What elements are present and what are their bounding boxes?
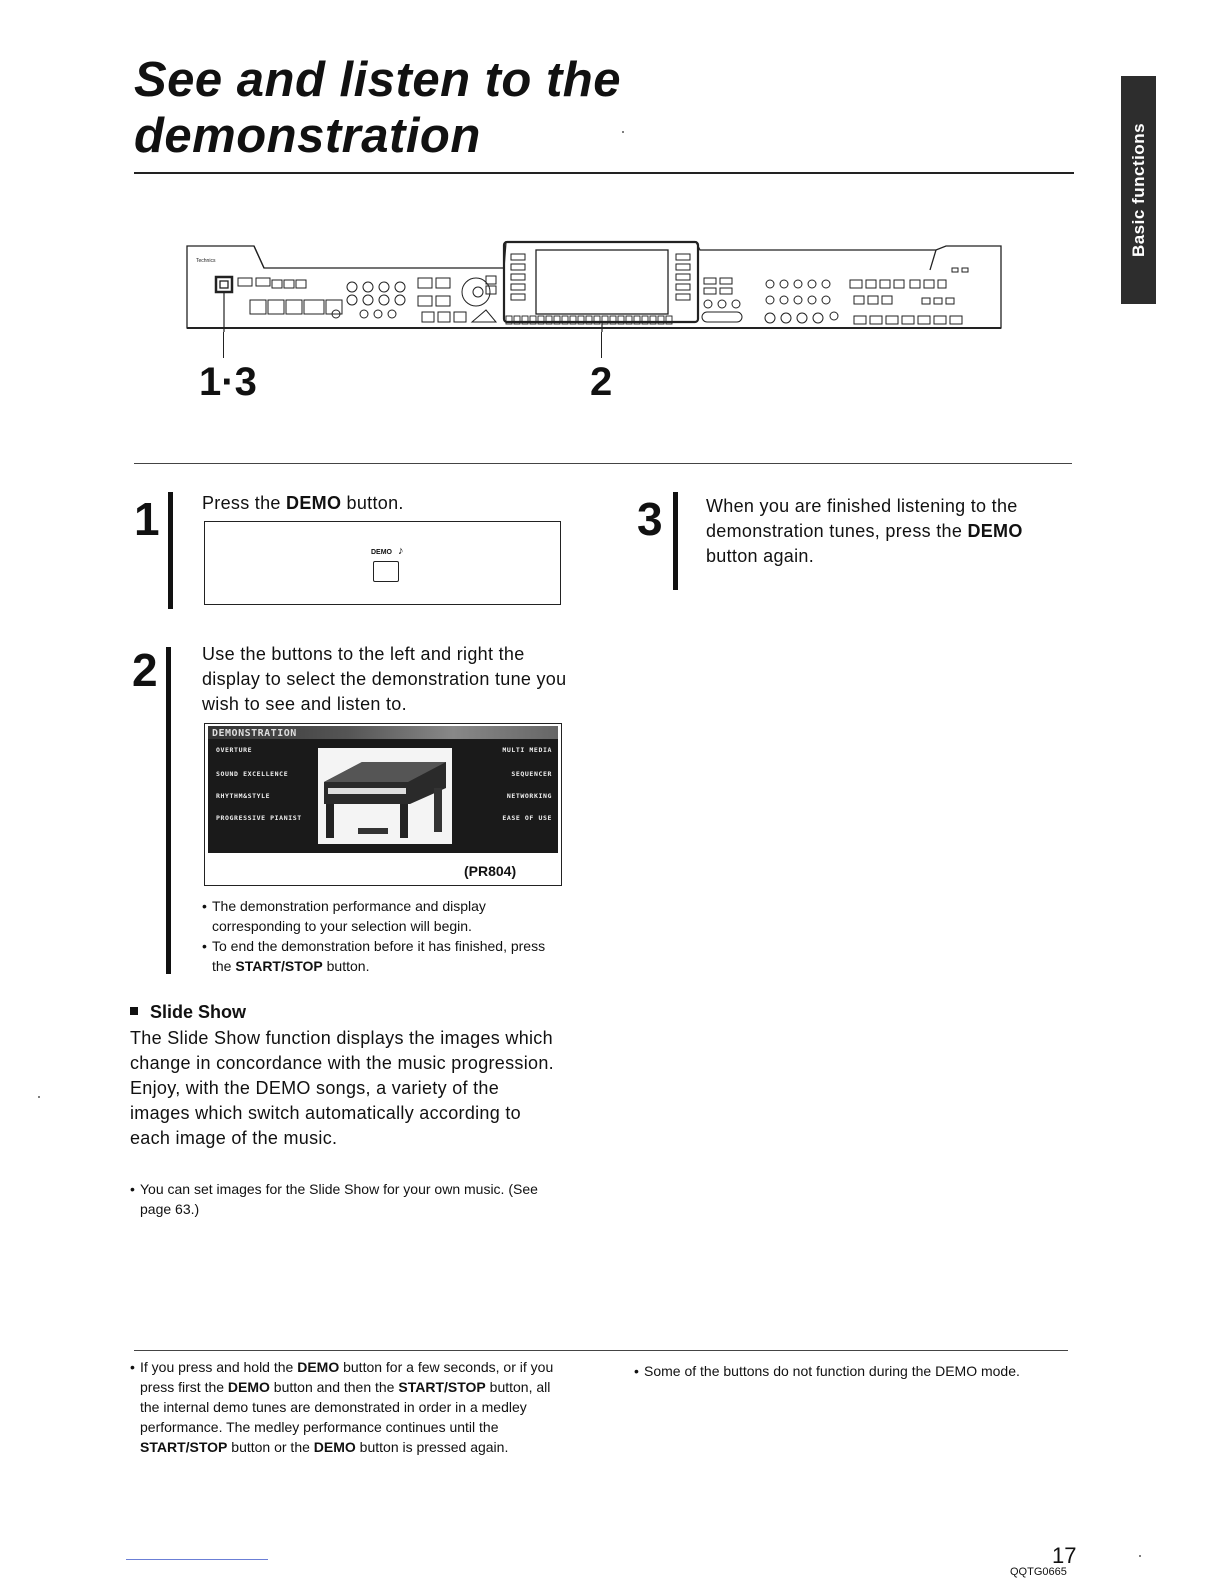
step-3-text-bold: DEMO: [967, 521, 1023, 541]
slide-show-note: [130, 1179, 550, 1219]
step-2-bar: [166, 647, 171, 974]
section-tab: [1121, 76, 1156, 304]
section-divider: [134, 463, 1072, 464]
step-1-text-post: button.: [341, 493, 404, 513]
menu-item-overture[interactable]: OVERTURE: [216, 746, 253, 754]
stray-dot: [38, 1096, 40, 1098]
piano-image: [318, 748, 452, 844]
step-3-text-post: button again.: [706, 546, 814, 566]
fl-p2: button for a few seconds, or if you press first the: [140, 1359, 554, 1395]
step-1-number: 1: [134, 493, 160, 545]
fl-p4: button, all the internal demo tunes are demonstrated in order in a medley performance. The medley performance continues until the: [140, 1379, 551, 1435]
callout-leader-13: [223, 332, 224, 358]
bottom-rule: [126, 1559, 268, 1560]
control-panel-illustration: [186, 240, 1002, 332]
menu-item-networking[interactable]: NETWORKING: [506, 792, 552, 800]
section-tab-label: Basic functions: [1128, 122, 1148, 258]
callout-leader-2: [601, 332, 602, 358]
step-1-bar: [168, 492, 173, 609]
fl-p5: button or the: [227, 1439, 314, 1455]
document-code: QQTG0665: [1010, 1566, 1067, 1578]
screen-title: DEMONSTRATION: [212, 728, 297, 739]
menu-item-progressive-pianist[interactable]: PROGRESSIVE PIANIST: [216, 814, 302, 822]
step-3-number: 3: [637, 493, 663, 545]
step-3-instruction: [706, 494, 1066, 569]
callout-label-1-3: 1·3: [199, 360, 257, 404]
step-1-text-bold: DEMO: [286, 493, 342, 513]
slide-show-note-text: • You can set images for the Slide Show for your own music. (See page 63.): [130, 1179, 550, 1219]
footnote-divider: [134, 1350, 1068, 1351]
slide-show-heading-text: Slide Show: [150, 1002, 247, 1022]
note-2-bold: START/STOP: [235, 958, 323, 974]
step-3-text-pre: When you are finished listening to the demonstration tunes, press the: [706, 496, 1018, 541]
demo-button[interactable]: [373, 561, 399, 582]
menu-item-ease-of-use[interactable]: EASE OF USE: [502, 814, 552, 822]
fl-p1: If you press and hold the: [140, 1359, 298, 1375]
note-2-pre: To end the demonstration before it has finished, press the: [212, 938, 546, 974]
page-title-line1: See and listen to the: [134, 53, 621, 107]
screenshot-caption: (PR804): [464, 863, 517, 879]
fl-b5: DEMO: [313, 1439, 356, 1455]
menu-item-rhythm-style[interactable]: RHYTHM&STYLE: [216, 792, 271, 800]
footnote-right: [634, 1361, 1054, 1381]
music-note-icon: ♪: [398, 545, 404, 557]
footnote-left: [130, 1357, 570, 1457]
step-1-text-pre: Press the: [202, 493, 287, 513]
svg-text:Technics: Technics: [196, 258, 216, 264]
fl-p6: button is pressed again.: [355, 1439, 509, 1455]
fl-b3: START/STOP: [398, 1379, 486, 1395]
step-2-number: 2: [132, 644, 158, 696]
stray-dot: [622, 131, 624, 133]
step-2-note-2: [202, 936, 562, 976]
menu-item-multi-media[interactable]: MULTI MEDIA: [502, 746, 552, 754]
fl-p3: button and then the: [269, 1379, 399, 1395]
step-3-bar: [673, 492, 678, 590]
footnote-left-text: [130, 1357, 570, 1457]
menu-item-sequencer[interactable]: SEQUENCER: [511, 770, 552, 778]
slide-show-description: The Slide Show function displays the images which change in concordance with the music progression. Enjoy, with the DEMO songs, a variety of the images which switch automatically according to each image of the music.: [130, 1028, 554, 1148]
slide-show-heading: [130, 1002, 246, 1023]
demo-button-label: DEMO: [371, 549, 392, 556]
stray-dot: [1139, 1555, 1141, 1557]
note-2-post: button.: [322, 958, 370, 974]
fl-b4: START/STOP: [140, 1439, 228, 1455]
fl-b2: DEMO: [227, 1379, 270, 1395]
page-number: 17: [1052, 1543, 1077, 1568]
footnote-right-text: • Some of the buttons do not function during the DEMO mode.: [634, 1361, 1054, 1381]
demonstration-screen: [208, 726, 558, 853]
page-title: [134, 52, 834, 164]
step-2-notes: [202, 896, 562, 976]
menu-item-sound-excellence[interactable]: SOUND EXCELLENCE: [216, 770, 289, 778]
step-2-instruction: Use the buttons to the left and right the display to select the demonstration tune you wish to see and listen to.: [202, 644, 567, 714]
step-2-note-1: • The demonstration performance and display corresponding to your selection will begin.: [202, 896, 562, 936]
page-title-line2: demonstration: [134, 109, 481, 163]
square-bullet-icon: [130, 1007, 138, 1015]
fl-b1: DEMO: [297, 1359, 340, 1375]
step-1-instruction: [202, 491, 404, 516]
callout-label-2: 2: [590, 360, 613, 404]
title-divider: [134, 172, 1074, 174]
